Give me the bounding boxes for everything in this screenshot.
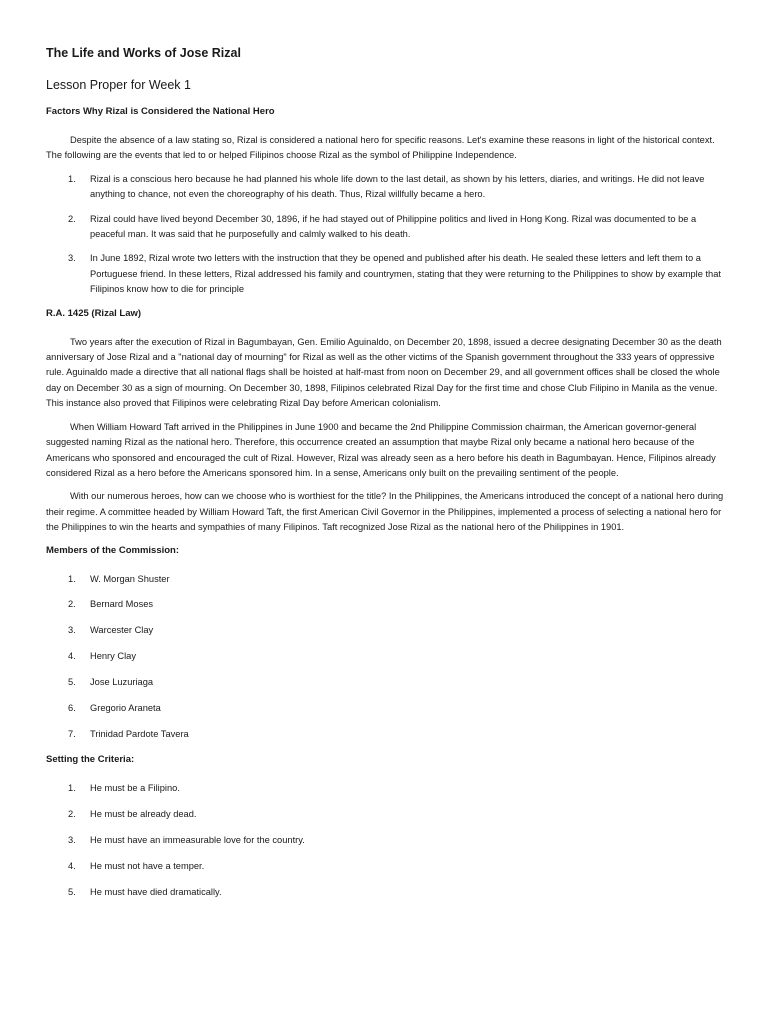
list-item [46, 597, 726, 612]
list-text: Jose Luzuriaga [90, 677, 154, 688]
list-number: 1. [68, 782, 76, 793]
list-text: He must have died dramatically. [90, 886, 222, 897]
commission-members-list [46, 572, 726, 743]
list-item [46, 833, 726, 848]
list-item [46, 675, 726, 690]
section-heading-commission: Members of the Commission: [46, 544, 180, 556]
paragraph: Two years after the execution of Rizal in Bagumbayan, Gen. Emilio Aguinaldo, on December 20, 1898, issued a decree designating December 30 as the death anniversary of Jose Rizal and a "national day of mourning" for Rizal as well as the other victims of the Spanish government throughout the 333 years of oppressive rule. Aguinaldo made a directive that all national flags shall be hoisted at half-mast from noon on December 29, and all government offices shall be closed the whole day on December 30 as a sign of mourning. On December 30, 1898, Filipinos celebrated Rizal Day for the first time and chose Club Filipino in Manila as the venue. This instance also proved that Filipinos were celebrating Rizal Day before American colonialism. [46, 336, 722, 409]
list-number: 4. [68, 651, 76, 662]
list-number: 5. [68, 677, 76, 688]
list-text: Gregorio Araneta [90, 703, 161, 714]
paragraph: When William Howard Taft arrived in the Philippines in June 1900 and became the 2nd Philippine Commission chairman, the American governor-general suggested naming Rizal as the national hero. Therefore, this occurrence created an assumption that maybe Rizal only became a national hero because of the Americans who sponsored and encouraged the cult of Rizal. However, Rizal was already seen as a hero before his death in Bagumbayan. Hence, Filipinos already considered Rizal as a hero before the Americans sponsored him. In a sense, Americans only built on the prevailing sentiment of the people. [46, 421, 716, 478]
section-heading-rizal-law: R.A. 1425 (Rizal Law) [46, 307, 142, 319]
list-number: 3. [68, 253, 76, 264]
list-text: He must have an immeasurable love for the country. [90, 834, 305, 845]
list-text: Rizal is a conscious hero because he had planned his whole life down to the last detail, as shown by his letters, diaries, and writings. He did not leave anything to chance, not even the choreography of his death. Thus, Rizal willfully became a hero. [90, 173, 705, 200]
list-text: Warcester Clay [90, 625, 154, 636]
list-number: 2. [68, 599, 76, 610]
list-number: 7. [68, 728, 76, 739]
criteria-list [46, 781, 726, 900]
list-text: Rizal could have lived beyond December 30, 1896, if he had stayed out of Philippine politics and lived in Hong Kong. Rizal was documented to be a peaceful man. It was said that he purposefully and calmly walked to his death. [90, 213, 697, 240]
list-number: 2. [68, 808, 76, 819]
list-number: 6. [68, 703, 76, 714]
list-number: 3. [68, 834, 76, 845]
list-number: 1. [68, 573, 76, 584]
list-item [46, 781, 726, 796]
list-item [46, 172, 726, 203]
list-item [46, 251, 726, 297]
list-text: He must not have a temper. [90, 860, 205, 871]
list-number: 5. [68, 886, 76, 897]
section-heading-criteria: Setting the Criteria: [46, 753, 135, 765]
list-item [46, 727, 726, 742]
list-item [46, 649, 726, 664]
list-text: He must be already dead. [90, 808, 197, 819]
intro-paragraph: Despite the absence of a law stating so, Rizal is considered a national hero for specific reasons. Let's examine these reasons in light of the historical context. The following are the events that led to or helped Filipinos choose Rizal as the symbol of Philippine Independence. [46, 135, 715, 161]
list-number: 3. [68, 625, 76, 636]
document-subtitle: Lesson Proper for Week 1 [46, 78, 191, 92]
list-item [46, 623, 726, 638]
document-page [46, 44, 726, 910]
paragraph: With our numerous heroes, how can we choose who is worthiest for the title? In the Philippines, the Americans introduced the concept of a national hero during their regime. A committee headed by William Howard Taft, the first American Civil Governor in the Philippines, implemented a process of selecting a national hero for the Philippines to win the hearts and sympathies of many Filipinos. Taft recognized Jose Rizal as the national hero of the Philippines in 1901. [46, 491, 724, 533]
list-text: In June 1892, Rizal wrote two letters with the instruction that they be opened and published after his death. He sealed these letters and left them to a Portuguese friend. In these letters, Rizal addressed his family and countrymen, stating that they were returning to the Philippines to show by example that Filipinos know how to die for principle [90, 253, 721, 295]
factors-list [46, 172, 726, 298]
document-title: The Life and Works of Jose Rizal [46, 46, 241, 60]
list-item [46, 212, 726, 243]
list-item [46, 572, 726, 587]
list-item [46, 885, 726, 900]
list-text: Henry Clay [90, 651, 136, 662]
list-number: 1. [68, 173, 76, 184]
list-text: He must be a Filipino. [90, 782, 180, 793]
list-number: 4. [68, 860, 76, 871]
section-heading-factors: Factors Why Rizal is Considered the National Hero [46, 106, 275, 117]
list-item [46, 807, 726, 822]
list-text: Trinidad Pardote Tavera [90, 728, 189, 739]
list-text: Bernard Moses [90, 599, 154, 610]
list-item [46, 859, 726, 874]
list-item [46, 701, 726, 716]
list-text: W. Morgan Shuster [90, 573, 170, 584]
list-number: 2. [68, 213, 76, 224]
